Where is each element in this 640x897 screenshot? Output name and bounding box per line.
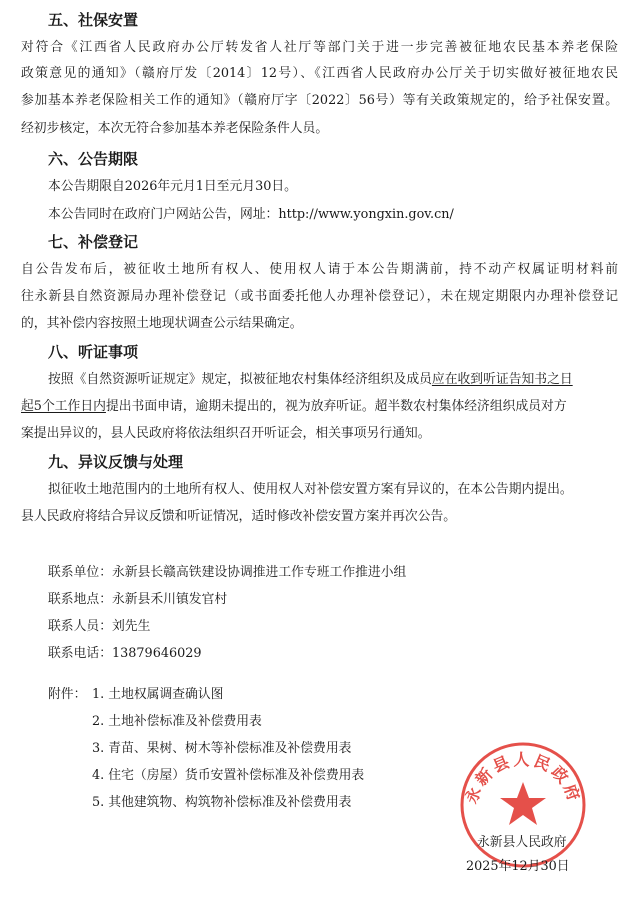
contact-unit <box>48 564 406 582</box>
paragraph-line: 的，其补偿内容按照土地现状调查公示结果确定。 <box>21 316 303 331</box>
contact-place <box>48 591 227 609</box>
paragraph-text: 按照《自然资源听证规定》规定，拟被征地农村集体经济组织及成员 <box>48 372 432 387</box>
paragraph-line: 往永新县自然资源局办理补偿登记（或书面委托他人办理补偿登记），未在规定期限内办理补偿登记 <box>21 289 618 304</box>
paragraph-line <box>48 371 573 389</box>
contact-person-label: 联系人员： <box>48 619 112 634</box>
contact-person-value: 刘先生 <box>111 619 151 634</box>
contact-person <box>48 618 150 636</box>
section-heading-objection: 九、异议反馈与处理 <box>48 453 184 471</box>
paragraph-line: 参加基本养老保险相关工作的通知》（赣府厅字〔2022〕56号）等有关政策规定的，给予社保安置。 <box>21 93 618 108</box>
signature-org: 永新县人民政府 <box>477 835 567 850</box>
attachment-item: 5. 其他建筑物、构筑物补偿标准及补偿费用表 <box>92 795 352 810</box>
attachments-label: 附件： <box>48 687 87 702</box>
paragraph-line: 拟征收土地范围内的土地所有权人、使用权人对补偿安置方案有异议的，在本公告期内提出。 <box>48 482 573 497</box>
section-heading-compensation-registration: 七、补偿登记 <box>48 233 139 251</box>
contact-phone <box>48 645 202 663</box>
contact-place-label: 联系地点： <box>48 592 112 607</box>
contact-unit-value: 永新县长赣高铁建设协调推进工作专班工作推进小组 <box>111 565 407 580</box>
section-heading-social-security: 五、社保安置 <box>48 11 139 29</box>
paragraph-line: 案提出异议的，县人民政府将依法组织召开听证会，相关事项另行通知。 <box>21 426 431 441</box>
contact-unit-label: 联系单位： <box>48 565 112 580</box>
paragraph-line: 对符合《江西省人民政府办公厅转发省人社厅等部门关于进一步完善被征地农民基本养老保险 <box>21 40 618 55</box>
underlined-text: 应在收到听证告知书之日 <box>431 372 573 387</box>
attachment-item: 3. 青苗、果树、树木等补偿标准及补偿费用表 <box>92 741 352 756</box>
paragraph-text: 提出书面申请，逾期未提出的，视为放弃听证。超半数农村集体经济组织成员对方 <box>105 399 567 414</box>
attachment-item: 1. 土地权属调查确认图 <box>92 687 224 702</box>
section-heading-notice-period: 六、公告期限 <box>48 150 139 168</box>
paragraph-line: 县人民政府将结合异议反馈和听证情况，适时修改补偿安置方案并再次公告。 <box>21 509 457 524</box>
paragraph-line <box>21 398 567 416</box>
paragraph-line: 经初步核定，本次无符合参加基本养老保险条件人员。 <box>21 121 329 136</box>
paragraph-line: 本公告期限自2026年元月1日至元月30日。 <box>48 179 297 194</box>
attachment-item: 2. 土地补偿标准及补偿费用表 <box>92 714 262 729</box>
contact-phone-value: 13879646029 <box>111 646 202 661</box>
contact-phone-label: 联系电话： <box>48 646 112 661</box>
paragraph-line: 政策意见的通知》（赣府厅发〔2014〕12号）、《江西省人民政府办公厅关于切实做好被征地农民 <box>21 66 618 81</box>
attachment-item: 4. 住宅（房屋）货币安置补偿标准及补偿费用表 <box>92 768 365 783</box>
svg-text:永新县人民政府: 永新县人民政府 <box>461 750 585 806</box>
section-heading-hearing: 八、听证事项 <box>48 343 139 361</box>
signature-date: 2025年12月30日 <box>466 859 570 874</box>
paragraph-line: 自公告发布后，被征收土地所有权人、使用权人请于本公告期满前，持不动产权属证明材料前 <box>21 262 618 277</box>
website-line: 本公告同时在政府门户网站公告，网址：http://www.yongxin.gov.cn/ <box>48 207 454 222</box>
underlined-text: 起5个工作日内 <box>21 399 106 414</box>
contact-place-value: 永新县禾川镇发官村 <box>111 592 228 607</box>
